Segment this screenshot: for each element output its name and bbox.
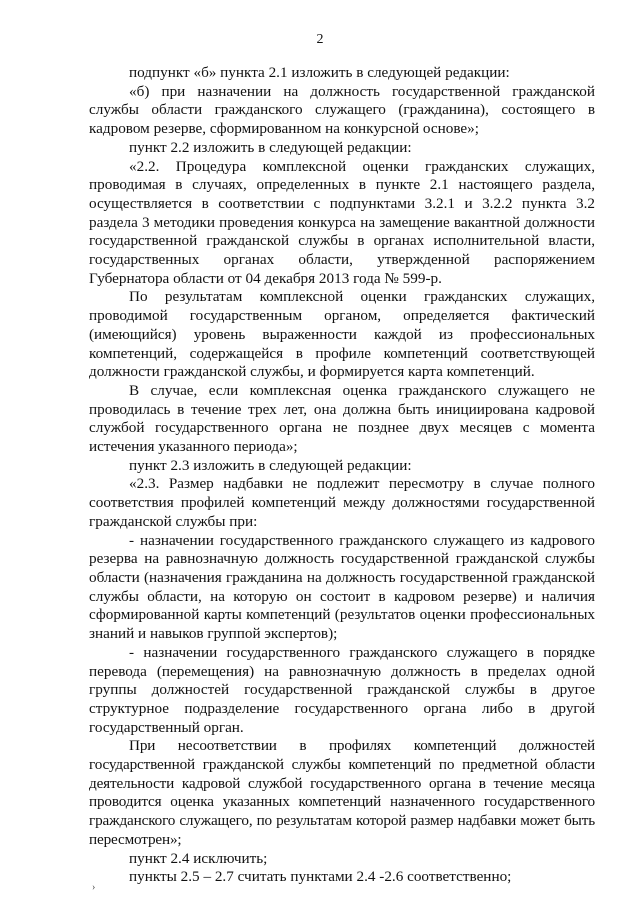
paragraph-1: подпункт «б» пункта 2.1 изложить в следующей редакции:	[129, 64, 510, 81]
paragraph-8: «2.3. Размер надбавки не подлежит пересмотру в случае полного соответствия профилей компетенций между должностями государственной гражданской службы при:	[89, 475, 595, 530]
document-body	[89, 64, 595, 887]
paragraph-10: - назначении государственного гражданского служащего в порядке перевода (перемещения) на равнозначную должность в пределах одной группы должностей государственной гражданской службы в другое структурное подразделение государственного органа либо в другой государственный орган.	[89, 643, 595, 736]
paragraph-11: При несоответствии в профилях компетенций должностей государственной гражданской службы компетенций по предметной области деятельности кадровой службой государственного органа в течение месяца проводится оценка указанных компетенций назначенного государственного гражданского служащего, по результатам которой размер надбавки может быть пересмотрен»;	[89, 737, 595, 848]
paragraph-3: пункт 2.2 изложить в следующей редакции:	[129, 138, 412, 156]
paragraph-6: В случае, если комплексная оценка гражданского служащего не проводилась в течение трех лет, она должна быть инициирована кадровой службой государственного органа не позднее двух месяцев с момента истечения указанного периода»;	[89, 381, 595, 456]
scan-artifact-mark: ›	[92, 882, 96, 893]
paragraph-9: - назначении государственного гражданского служащего из кадрового резерва на равнозначную должность государственной гражданской службы области (назначения гражданина на должность государственной гражданской службы области, на которую он состоит в кадровом резерве) и наличия сформированной карты компетенций (результатов оценки профессиональных знаний и навыков группой экспертов);	[89, 531, 595, 643]
paragraph-7: пункт 2.3 изложить в следующей редакции:	[129, 456, 412, 474]
paragraph-4: «2.2. Процедура комплексной оценки гражданских служащих, проводимая в случаях, определенных в пункте 2.1 настоящего раздела, осуществляется в соответствии с подпунктами 3.2.1 и 3.2.2 пункта 3.2 раздела 3 методики проведения конкурса на замещение вакантной должности государственной гражданской службы в органах исполнительной власти, государственных органах области, утвержденной распоряжением Губернатора области от 04 декабря 2013 года № 599-р.	[89, 157, 595, 287]
page-number: 2	[316, 32, 324, 47]
paragraph-13: пункты 2.5 – 2.7 считать пунктами 2.4 -2.6 соответственно;	[129, 868, 512, 886]
paragraph-5: По результатам комплексной оценки гражданских служащих, проводимой государственным органом, определяется фактический (имеющийся) уровень выраженности каждой из профессиональных компетенций, содержащейся в профиле компетенций соответствующей должности гражданской службы, и формируется карта компетенций.	[89, 288, 595, 381]
paragraph-2: «б) при назначении на должность государственной гражданской службы области гражданского служащего (гражданина), состоящего в кадровом резерве, сформированном на конкурсной основе»;	[89, 82, 595, 138]
paragraph-12: пункт 2.4 исключить;	[129, 849, 268, 867]
